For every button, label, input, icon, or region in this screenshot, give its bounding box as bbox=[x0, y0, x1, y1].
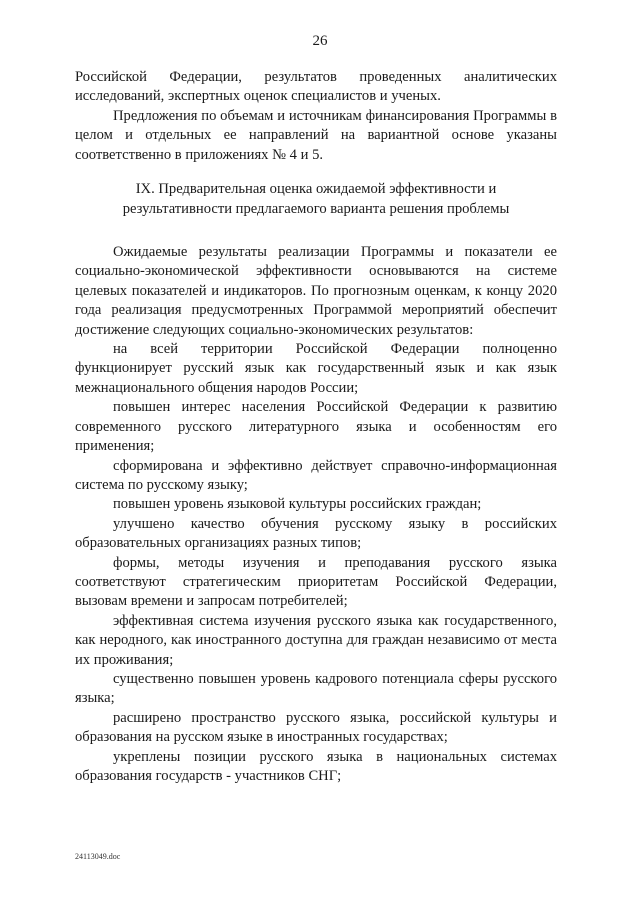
paragraph: Российской Федерации, результатов проведенных аналитических исследований, экспертных оценок специалистов и ученых. bbox=[75, 69, 557, 105]
list-item: существенно повышен уровень кадрового потенциала сферы русского языка; bbox=[75, 670, 557, 707]
list-item: расширено пространство русского языка, российской культуры и образования на русском языке в иностранных государствах; bbox=[75, 709, 557, 746]
page-number: 26 bbox=[312, 33, 328, 49]
list-item: укреплены позиции русского языка в национальных системах образования государств - участников СНГ; bbox=[75, 748, 557, 784]
list-item: на всей территории Российской Федерации полноценно функционирует русский язык как государственный язык и как язык межнационального общения народов России; bbox=[75, 341, 557, 396]
list-item: формы, методы изучения и преподавания русского языка соответствуют стратегическим приоритетам Российской Федерации, вызовам времени и запросам потребителей; bbox=[75, 554, 557, 610]
section-heading-line: IX. Предварительная оценка ожидаемой эффективности и bbox=[135, 181, 497, 198]
section-heading-line: результативности предлагаемого варианта решения проблемы bbox=[122, 201, 510, 218]
section-heading bbox=[75, 179, 557, 219]
paragraph: Предложения по объемам и источникам финансирования Программы в целом и отдельных ее направлений на вариантной основе указаны соответственно в приложениях № 4 и 5. bbox=[75, 107, 557, 163]
list-item: повышен уровень языковой культуры российских граждан; bbox=[113, 496, 482, 513]
document-body bbox=[75, 68, 557, 786]
footer-filename: 24113049.doc bbox=[75, 852, 121, 861]
list-item: эффективная система изучения русского языка как государственного, как неродного, как иностранного доступна для граждан независимо от места их проживания; bbox=[75, 612, 557, 668]
list-item: сформирована и эффективно действует справочно-информационная система по русскому языку; bbox=[75, 457, 557, 493]
list-item: повышен интерес населения Российской Федерации к развитию современного русского литературного языка и особенностям его применения; bbox=[75, 399, 557, 455]
list-item: улучшено качество обучения русскому языку в российских образовательных организациях разных типов; bbox=[75, 515, 557, 552]
paragraph: Ожидаемые результаты реализации Программы и показатели ее социально-экономической эффективности основываются на системе целевых показателей и индикаторов. По прогнозным оценкам, к концу 2020 года реализация предусмотренных Программой мероприятий обеспечит достижение следующих социально-экономических результатов: bbox=[75, 244, 557, 338]
